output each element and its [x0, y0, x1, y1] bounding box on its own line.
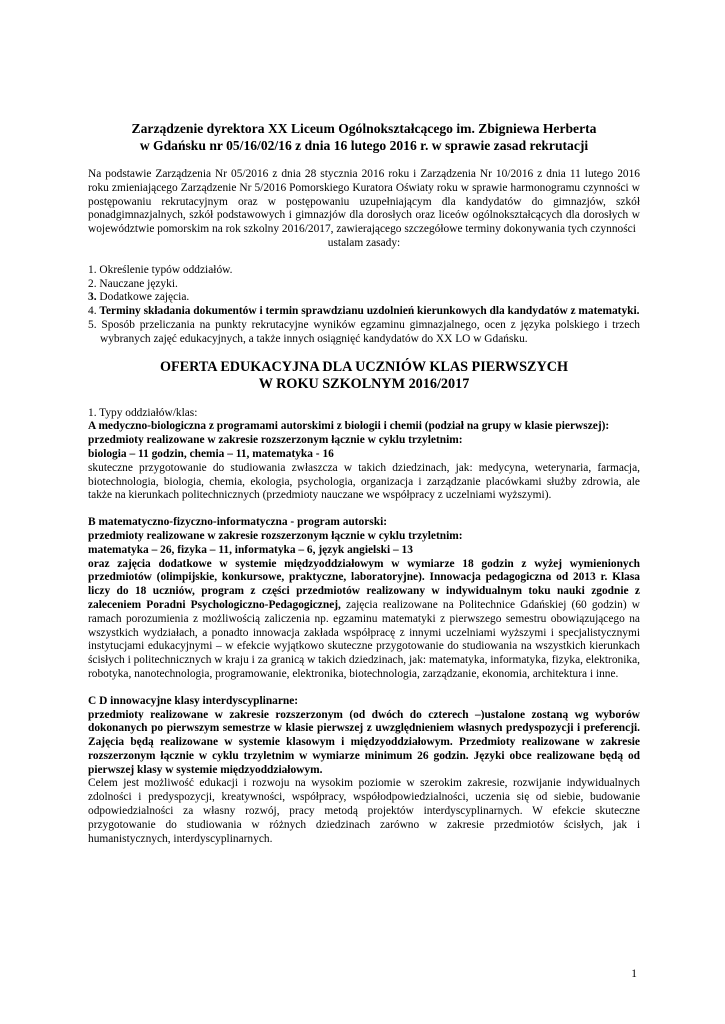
offer-heading-line1: OFERTA EDUKACYJNA DLA UCZNIÓW KLAS PIERWSZYCH [159, 358, 568, 375]
document-page [88, 120, 640, 846]
list-item: 3. Dodatkowe zajęcia. [88, 291, 190, 304]
class-a-title: A medyczno-biologiczna z programami autorskimi z biologii i chemii (podział na grupy w klasie pierwszej): [88, 420, 610, 433]
list-item: 1. Określenie typów oddziałów. [88, 263, 233, 276]
list-item: 4. Terminy składania dokumentów i termin sprawdzianu uzdolnień kierunkowych dla kandydatów z matematyki. [88, 305, 640, 318]
list-item: 2. Nauczane języki. [88, 277, 178, 290]
offer-heading-line2: W ROKU SZKOLNYM 2016/2017 [258, 376, 470, 393]
page-number: 1 [631, 968, 637, 980]
list-item: 5. Sposób przeliczania na punkty rekrutacyjne wyników egzaminu gimnazjalnego, ocen z języka polskiego i trzech wybranych zajęć edukacyjnych, a także innych osiągnięć kandydatów do XX LO w Gdańsku. [88, 318, 640, 345]
class-b-title: B matematyczno-fizyczno-informatyczna - program autorski: [88, 516, 388, 529]
class-cd-bold-paragraph: przedmioty realizowane w zakresie rozszerzonym (od dwóch do czterech –)ustalone zostaną wg wyborów dokonanych po pierwszym semestrze w klasie pierwszej z uwzględnieniem własnych predyspozycji i preferencji. Zajęcia będą realizowane w systemie klasowym i międzyoddziałowym. Przedmioty realizowane w zakresie rozszerzonym łącznie w cyklu trzyletnim w wymiarze minimum 26 godzin. Języki obce realizowane będą od pierwszej klasy w systemie międzyoddziałowym. [88, 708, 640, 776]
class-cd-description: Celem jest możliwość edukacji i rozwoju na wysokim poziomie w szerokim zakresie, rozwijanie indywidualnych zdolności i predyspozycji, kreatywności, współpracy, współodpowiedzialności, uczenia się od siebie, budowanie odpowiedzialności za własny rozwój, pracy metodą projektów interdyscyplinarnych. W efekcie skuteczne przygotowanie do studiowania w różnych dziedzinach zarówno w zakresie przedmiotów ścisłych, jak i humanistycznych, interdyscyplinarnych. [88, 777, 640, 845]
class-b-hours: matematyka – 26, fizyka – 11, informatyka – 6, język angielski – 13 [88, 543, 413, 556]
class-cd-title: C D innowacyjne klasy interdyscyplinarne: [88, 694, 299, 707]
document-title-line2: w Gdańsku nr 05/16/02/16 z dnia 16 lutego 2016 r. w sprawie zasad rekrutacji [139, 138, 589, 153]
ustalam-line: ustalam zasady: [327, 236, 401, 249]
class-b-subtitle: przedmioty realizowane w zakresie rozszerzonym łącznie w cyklu trzyletnim: [88, 529, 463, 542]
class-a-description: skuteczne przygotowanie do studiowania zwłaszcza w takich dziedzinach, jak: medycyna, weterynaria, farmacja, biotechnologia, biologia, chemia, ekologia, psychologia, organizacja i zarządzanie placówkami służby zdrowia, ale także na kierunkach politechnicznych (przedmioty nauczane we współpracy z uczelniami wyższymi). [88, 461, 640, 502]
class-a-hours: biologia – 11 godzin, chemia – 11, matematyka - 16 [88, 447, 334, 460]
document-title-line1: Zarządzenie dyrektora XX Liceum Ogólnokształcącego im. Zbigniewa Herberta [131, 121, 597, 136]
intro-paragraph: Na podstawie Zarządzenia Nr 05/2016 z dnia 28 stycznia 2016 roku i Zarządzenia Nr 10/2016 z dnia 11 lutego 2016 roku zmieniającego Zarządzenie Nr 5/2016 Pomorskiego Kuratora Oświaty roku w sprawie harmonogramu czynności w postępowaniu rekrutacyjnym oraz w postępowaniu uzupełniającym dla kandydatów do gimnazjów, szkół ponadgimnazjalnych, szkół podstawowych i gimnazjów dla dorosłych oraz liceów ogólnokształcących dla dorosłych w województwie pomorskim na rok szkolny 2016/2017, zawierającego szczegółowe terminy dokonywania tych czynności [88, 168, 640, 236]
class-b-description: oraz zajęcia dodatkowe w systemie międzyoddziałowym w wymiarze 18 godzin z wyżej wymienionych przedmiotów (olimpijskie, konkursowe, praktyczne, laboratoryjne). Innowacja pedagogiczna od 2013 r. Klasa liczy do 18 uczniów, program z części przedmiotów realizowany w indywidualnym toku nauki zgodnie z zaleceniem Poradni Psychologiczno-Pedagogicznej, zajęcia realizowane na Politechnice Gdańskiej (60 godzin) w ramach porozumienia z możliwością zaliczenia np. egzaminu matematyki z pierwszego semestru obowiązującego na wszystkich wydziałach, a ponadto innowacja zakłada współpracę z innymi uczelniami wyższymi i specjalistycznymi instytucjami edukacyjnymi – w efekcie wyjątkowo skuteczne przygotowanie do studiowania na wszystkich kierunkach ścisłych i politechnicznych w kraju i za granicą w takich dziedzinach, jak: matematyka, informatyka, fizyka, elektronika, robotyka, nanotechnologia, programowanie, elektronika, biotechnologia, zarządzanie, ekonomia, architektura i inne. [88, 557, 640, 680]
rules-list [88, 264, 640, 347]
class-a-subtitle: przedmioty realizowane w zakresie rozszerzonym łącznie w cyklu trzyletnim: [88, 434, 463, 447]
types-heading: 1. Typy oddziałów/klas: [88, 406, 198, 419]
